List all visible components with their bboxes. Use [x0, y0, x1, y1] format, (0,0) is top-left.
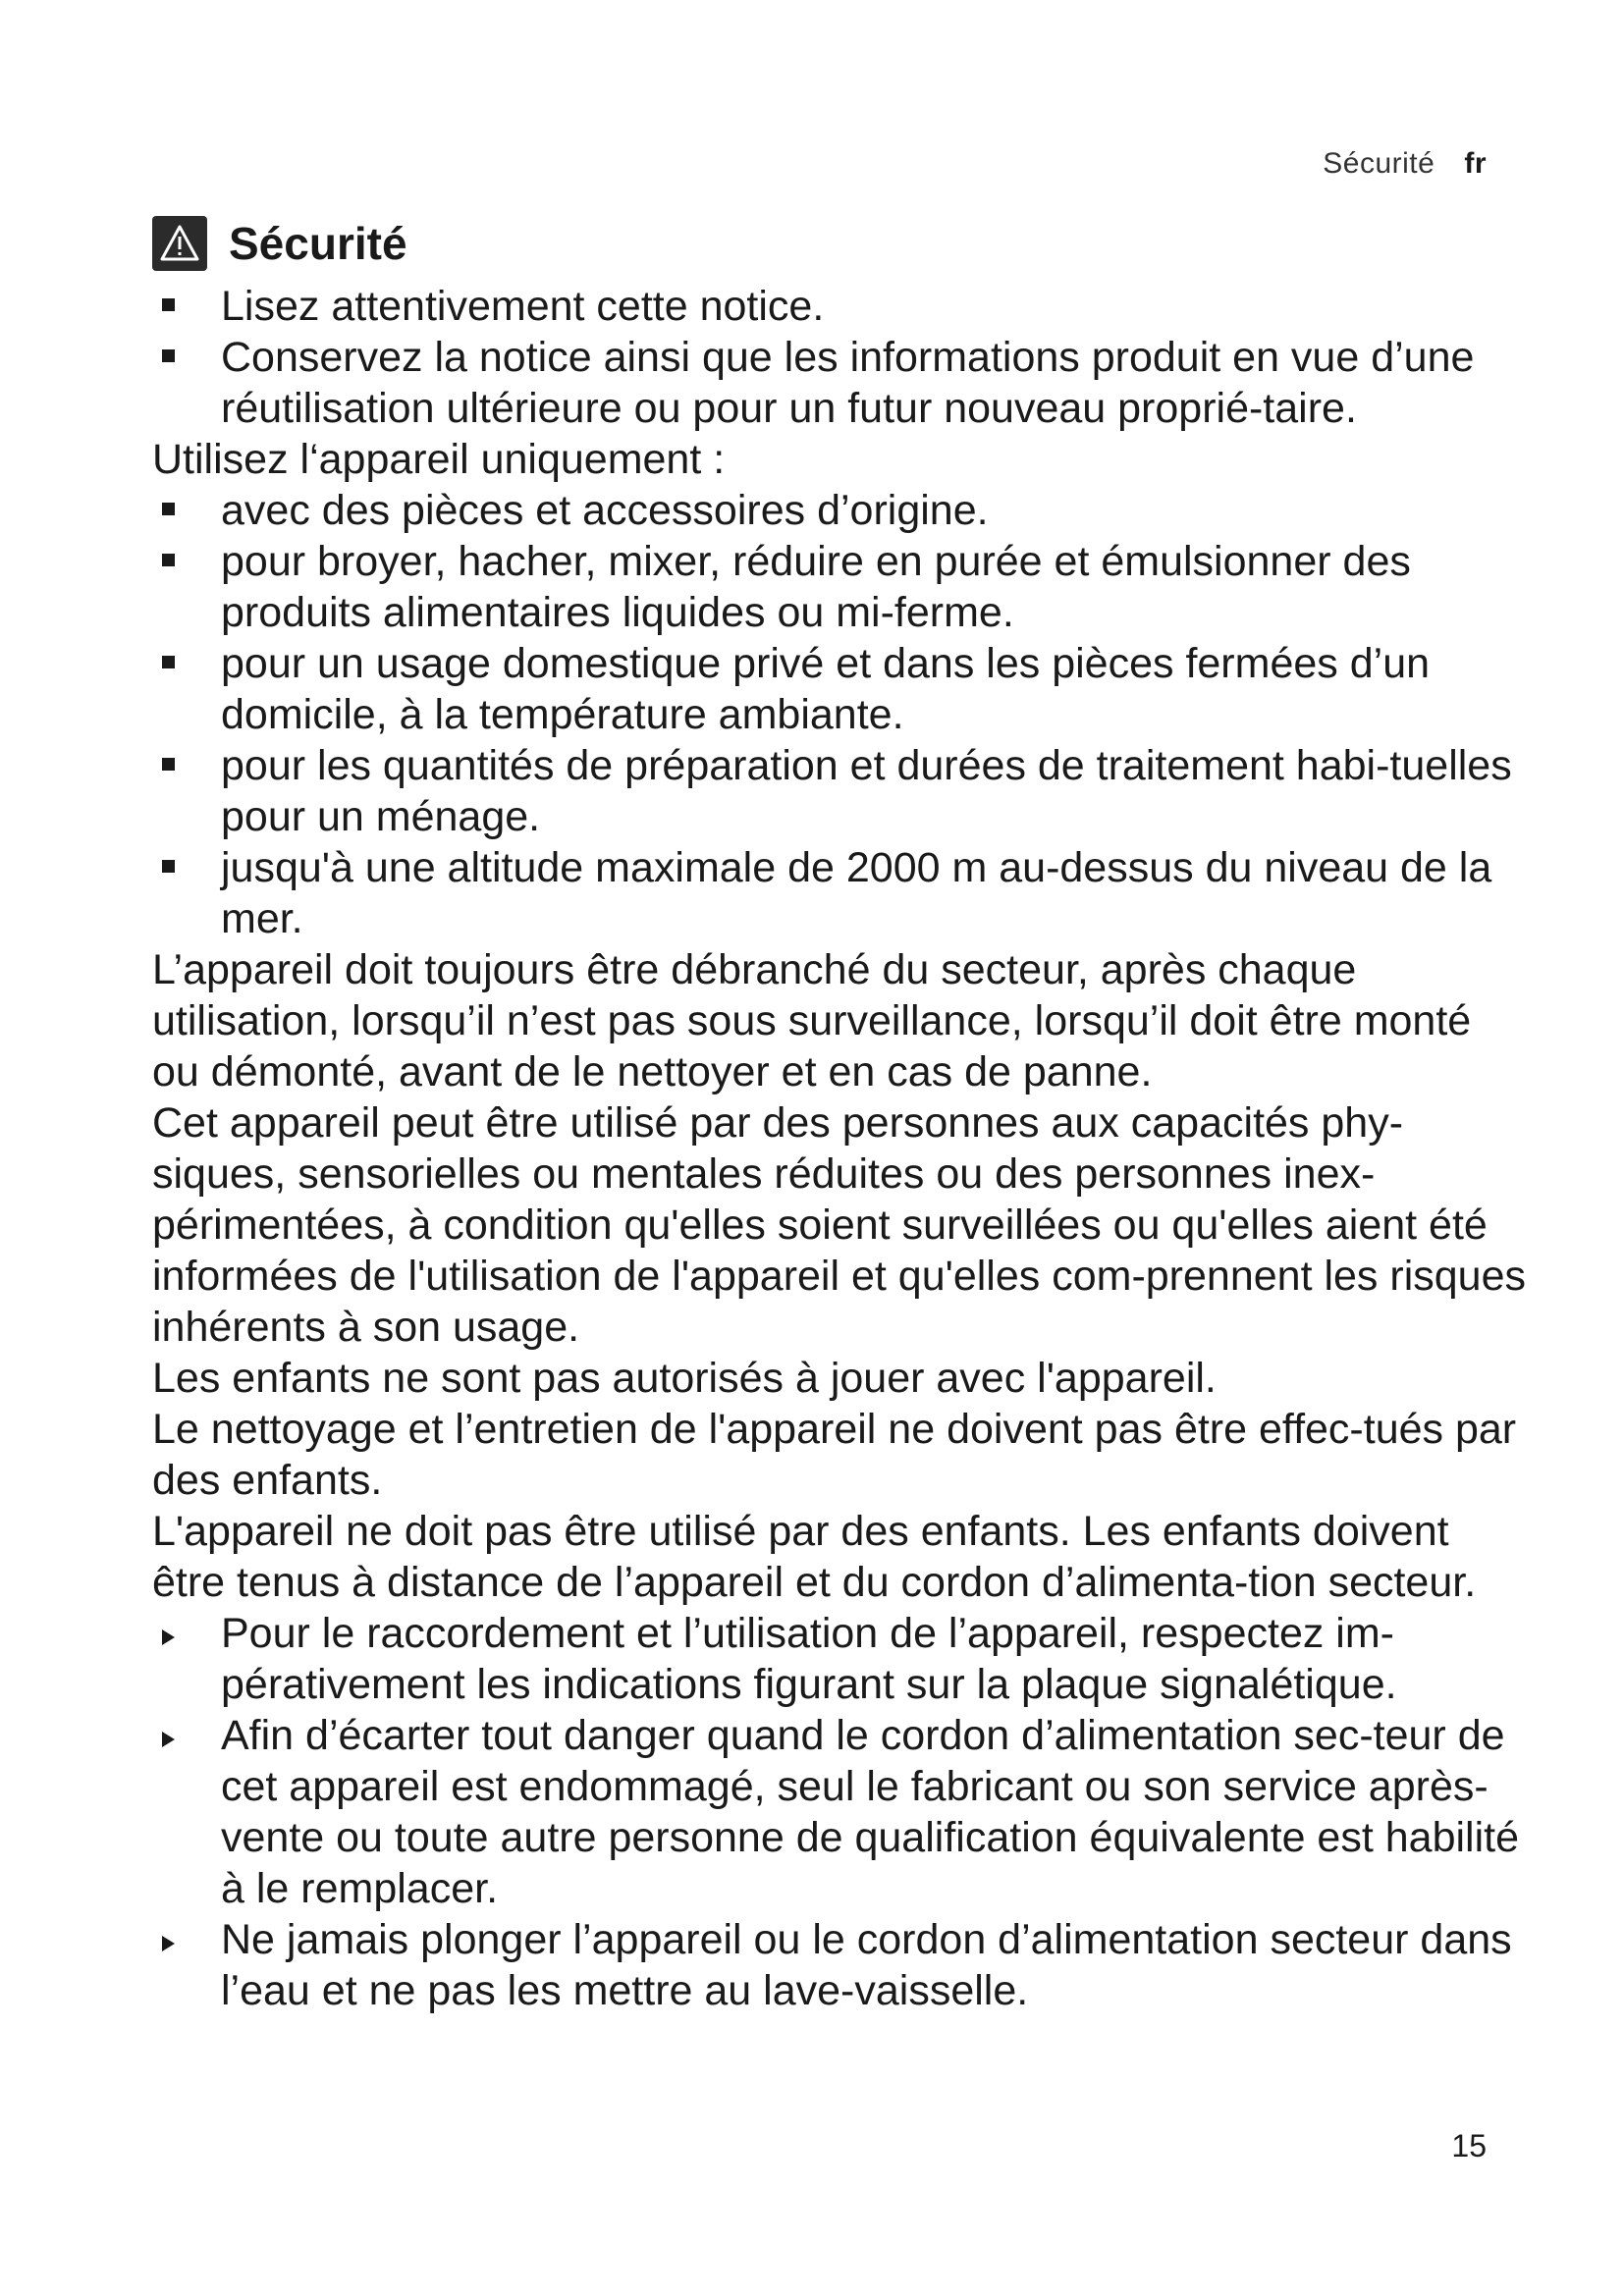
page-title: Sécurité	[229, 218, 407, 269]
list-item	[152, 842, 1527, 944]
list-item-text: pour un usage domestique privé et dans les pièces fermées d’un domicile, à la température ambiante.	[221, 640, 1431, 738]
instruction-item	[152, 1710, 1527, 1914]
list-item	[152, 281, 1527, 332]
bullet-square-icon	[162, 349, 175, 362]
list-item-text: Conservez la notice ainsi que les informations produit en vue d’une réutilisation ultérieure ou pour un futur nouveau proprié-taire.	[221, 334, 1475, 432]
instruction-text: Pour le raccordement et l’utilisation de l’appareil, respectez im-pérativement les indications figurant sur la plaque signalétique.	[221, 1610, 1397, 1708]
list-item-text: pour les quantités de préparation et durées de traitement habi-tuelles pour un ménage.	[221, 742, 1512, 840]
paragraph: Cet appareil peut être utilisé par des personnes aux capacités phy-siques, sensorielles ou mentales réduites ou des personnes inex-périmentées, à condition qu'elles soient surveillées ou qu'elles aient été informées de l'utilisation de l'appareil et qu'elles com-prennent les risques inhérents à son usage.	[152, 1099, 1526, 1351]
instruction-text: Ne jamais plonger l’appareil ou le cordon d’alimentation secteur dans l’eau et ne pas les mettre au lave-vaisselle.	[221, 1916, 1512, 2014]
instruction-item	[152, 1608, 1527, 1710]
list-item	[152, 638, 1527, 740]
section-heading	[152, 216, 1527, 271]
paragraph: L’appareil doit toujours être débranché du secteur, après chaque utilisation, lorsqu’il n’est pas sous surveillance, lorsqu’il doit être monté ou démonté, avant de le nettoyer et en cas de panne.	[152, 946, 1472, 1095]
running-header	[1323, 147, 1487, 181]
instruction-item	[152, 1914, 1527, 2016]
instruction-arrow-icon	[162, 1936, 175, 1951]
bullet-square-icon	[162, 503, 175, 515]
header-section: Sécurité	[1323, 147, 1435, 180]
bullet-square-icon	[162, 758, 175, 771]
list-item-text: avec des pièces et accessoires d’origine.	[221, 487, 989, 534]
page-content	[152, 216, 1527, 2016]
bullet-square-icon	[162, 554, 175, 566]
bullet-square-icon	[162, 860, 175, 873]
paragraph: L'appareil ne doit pas être utilisé par des enfants. Les enfants doivent être tenus à distance de l’appareil et du cordon d’alimenta-tion secteur.	[152, 1508, 1477, 1606]
warning-icon	[152, 216, 207, 271]
list-item	[152, 485, 1527, 536]
paragraph: Les enfants ne sont pas autorisés à jouer avec l'appareil.	[152, 1355, 1217, 1402]
list-item-text: Lisez attentivement cette notice.	[221, 283, 825, 330]
list-item	[152, 536, 1527, 638]
list-item-text: jusqu'à une altitude maximale de 2000 m au-dessus du niveau de la mer.	[221, 844, 1492, 942]
list-item	[152, 332, 1527, 434]
header-language: fr	[1464, 147, 1487, 180]
intro-text: Utilisez l‘appareil uniquement :	[152, 436, 726, 483]
list-item-text: pour broyer, hacher, mixer, réduire en purée et émulsionner des produits alimentaires liquides ou mi-ferme.	[221, 538, 1411, 636]
bullet-square-icon	[162, 656, 175, 668]
bullet-square-icon	[162, 298, 175, 311]
instruction-arrow-icon	[162, 1732, 175, 1747]
page-number: 15	[1451, 2128, 1487, 2163]
instruction-text: Afin d’écarter tout danger quand le cordon d’alimentation sec-teur de cet appareil est endommagé, seul le fabricant ou son service après-vente ou toute autre personne de qualification équivalente est habilité à le remplacer.	[221, 1712, 1519, 1912]
paragraph: Le nettoyage et l’entretien de l'appareil ne doivent pas être effec-tués par des enfants.	[152, 1406, 1517, 1504]
list-item	[152, 740, 1527, 842]
instruction-arrow-icon	[162, 1629, 175, 1645]
